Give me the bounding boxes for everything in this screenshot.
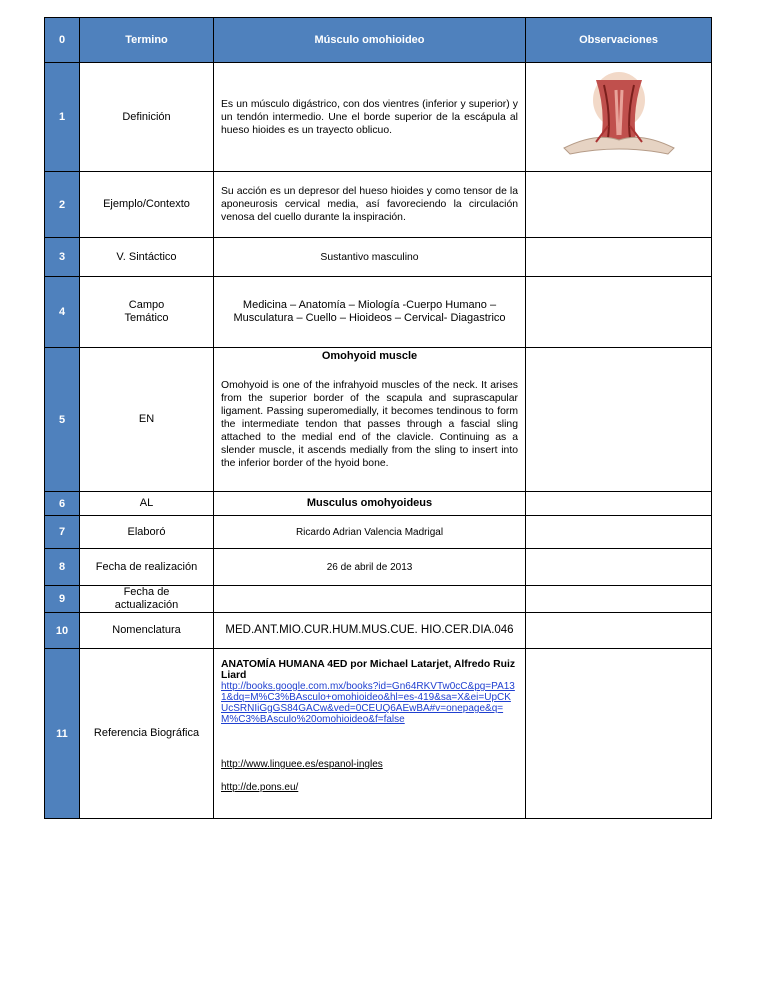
definition-text: Es un músculo digástrico, con dos vientres (inferior y superior) y un tendón intermedio. Une el borde superior de la escápula al hueso hioides es un trayecto oblicuo. (214, 63, 526, 172)
row-sintactico (45, 238, 712, 277)
observaciones-cell (526, 613, 712, 649)
row-number: 11 (45, 649, 80, 819)
observaciones-cell (526, 549, 712, 586)
row-ejemplo (45, 172, 712, 238)
reference-link-pons[interactable]: http://de.pons.eu/ (221, 782, 299, 793)
row-al (45, 492, 712, 516)
row-number: 10 (45, 613, 80, 649)
en-title: Omohyoid muscle (321, 350, 418, 362)
row-referencia (45, 649, 712, 819)
row-definicion (45, 63, 712, 172)
author-text: Ricardo Adrian Valencia Madrigal (214, 516, 526, 549)
nomenclature-text: MED.ANT.MIO.CUR.HUM.MUS.CUE. HIO.CER.DIA.046 (214, 613, 526, 649)
row-label-line: Temático (124, 312, 169, 324)
row-label: AL (80, 492, 214, 516)
row-number: 7 (45, 516, 80, 549)
row-label (80, 586, 214, 613)
row-label-line: Campo (128, 299, 165, 311)
observaciones-cell (526, 63, 712, 172)
row-label-line: actualización (114, 599, 179, 611)
row-en (45, 348, 712, 492)
syntactic-text: Sustantivo masculino (214, 238, 526, 277)
row-number: 2 (45, 172, 80, 238)
row-number: 1 (45, 63, 80, 172)
row-label: Fecha de realización (80, 549, 214, 586)
update-date-text (214, 586, 526, 613)
observaciones-cell (526, 516, 712, 549)
row-label: EN (80, 348, 214, 492)
row-number: 9 (45, 586, 80, 613)
header-term-name: Músculo omohioideo (214, 18, 526, 63)
row-label: Elaboró (80, 516, 214, 549)
observaciones-cell (526, 649, 712, 819)
row-label (80, 277, 214, 348)
field-text: Medicina – Anatomía – Miología -Cuerpo Humano – Musculatura – Cuello – Hioideos – Cervical- Diagastrico (214, 277, 526, 348)
observaciones-cell (526, 492, 712, 516)
row-label: V. Sintáctico (80, 238, 214, 277)
header-row (45, 18, 712, 63)
al-text: Musculus omohyoideus (214, 492, 526, 516)
row-label: Referencia Biográfica (80, 649, 214, 819)
row-nomenclatura (45, 613, 712, 649)
reference-title: ANATOMÍA HUMANA 4ED por Michael Latarjet, Alfredo Ruiz Liard (221, 659, 516, 681)
row-number: 6 (45, 492, 80, 516)
header-termino: Termino (80, 18, 214, 63)
example-text: Su acción es un depresor del hueso hioides y como tensor de la aponeurosis cervical media, así favoreciendo la circulación venosa del cuello durante la inspiración. (214, 172, 526, 238)
row-number: 3 (45, 238, 80, 277)
observaciones-cell (526, 586, 712, 613)
row-campo (45, 277, 712, 348)
neck-anatomy-image (556, 70, 682, 160)
terminology-table (44, 17, 712, 819)
row-elaboro (45, 516, 712, 549)
en-text: Omohyoid is one of the infrahyoid muscles of the neck. It arises from the superior border of the scapula and suprascapular ligament. Passing superomedially, it becomes tendinous to form the intermediate tendon that passes through a fascial sling attached to the medial end of the clavicle. Continuing as a slender muscle, it ascends medially from the sling to insert into the inferior border of the hyoid bone. (221, 380, 518, 469)
header-observaciones: Observaciones (526, 18, 712, 63)
en-cell (214, 348, 526, 492)
reference-link-linguee[interactable]: http://www.linguee.es/espanol-ingles (221, 759, 383, 770)
row-label: Nomenclatura (80, 613, 214, 649)
reference-link-google-books[interactable]: http://books.google.com.mx/books?id=Gn64RKVTw0cC&pg=PA131&dq=M%C3%BAsculo+omohioideo&hl=es-419&sa=X&ei=UpCKUcSRNIiGgGS84GACw&ved=0CEUQ6AEwBA#v=onepage&q=M%C3%BAsculo%20omohioideo&f=false (221, 681, 515, 725)
row-label: Definición (80, 63, 214, 172)
row-number: 5 (45, 348, 80, 492)
observaciones-cell (526, 348, 712, 492)
observaciones-cell (526, 172, 712, 238)
observaciones-cell (526, 277, 712, 348)
header-num: 0 (45, 18, 80, 63)
references-cell (214, 649, 526, 819)
observaciones-cell (526, 238, 712, 277)
row-number: 8 (45, 549, 80, 586)
row-label-line: Fecha de (123, 586, 170, 598)
date-text: 26 de abril de 2013 (214, 549, 526, 586)
row-fecha-actualizacion (45, 586, 712, 613)
row-fecha-realizacion (45, 549, 712, 586)
row-label: Ejemplo/Contexto (80, 172, 214, 238)
row-number: 4 (45, 277, 80, 348)
